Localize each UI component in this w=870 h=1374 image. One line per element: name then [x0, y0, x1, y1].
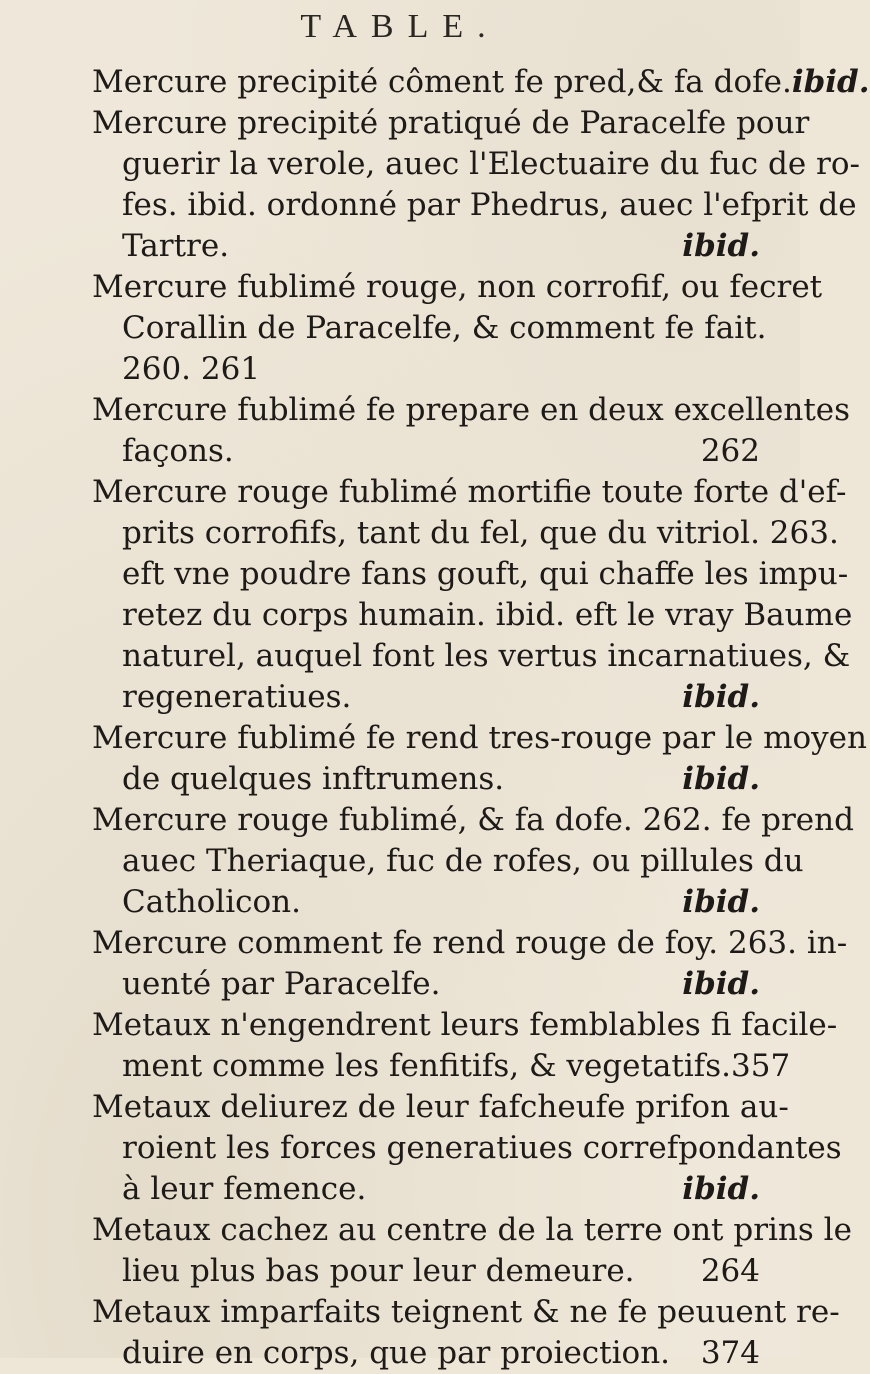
running-head: TABLE. [300, 8, 500, 45]
entry-line [92, 1292, 840, 1333]
index-entry [92, 390, 851, 472]
entry-text: Mercure fublimé rouge, non corrofif, ou fecret [92, 269, 823, 305]
entry-line [92, 759, 760, 800]
index-entry [92, 472, 853, 718]
page-number: 264 [700, 1253, 760, 1289]
entry-line [92, 636, 851, 677]
entry-text: de quelques inftrumens. [122, 761, 505, 797]
index-entry [92, 1210, 852, 1292]
entry-text: Mercure precipité pratiqué de Paracelfe pour [92, 105, 810, 141]
page-reference: ibid. [682, 679, 760, 715]
page-reference: ibid. [791, 64, 870, 100]
entry-text: ment comme les fenfitifs, & vegetatifs. [122, 1048, 732, 1084]
entry-line [92, 308, 767, 349]
entry-line [92, 1128, 842, 1169]
entry-text: fes. ibid. ordonné par Phedrus, auec l'efprit de [122, 187, 857, 223]
entry-line [92, 431, 760, 472]
entry-line [92, 841, 804, 882]
entry-text: Mercure rouge fublimé, & fa dofe. 262. fe prend [92, 802, 854, 838]
entry-text: prits corrofifs, tant du fel, que du vitriol. 263. [122, 515, 839, 551]
entry-line [92, 1333, 760, 1374]
page-number: 357 [731, 1048, 791, 1084]
entry-text: Mercure precipité côment fe pred,& fa dofe. [92, 64, 792, 100]
entry-line [92, 349, 760, 390]
page-reference: ibid. [682, 884, 760, 920]
entry-text: retez du corps humain. ibid. eft le vray Baume [122, 597, 853, 633]
index-entries [92, 62, 870, 1374]
entry-text: eft vne poudre fans gouft, qui chaffe les impu- [122, 556, 849, 592]
entry-text: Mercure fublimé fe prepare en deux excellentes [92, 392, 851, 428]
entry-line [92, 1005, 838, 1046]
entry-line [92, 185, 857, 226]
page-number: 262 [700, 433, 760, 469]
entry-text: roient les forces generatiues correfpondantes [122, 1130, 842, 1166]
index-entry [92, 1005, 838, 1087]
page-number: 374 [700, 1335, 760, 1371]
entry-text: uenté par Paracelfe. [122, 966, 441, 1002]
page-reference: ibid. [682, 228, 760, 264]
entry-line [92, 677, 760, 718]
entry-line [92, 554, 849, 595]
entry-text: regeneratiues. [122, 679, 352, 715]
index-entry [92, 62, 870, 103]
index-entry [92, 1292, 840, 1374]
entry-text: à leur femence. [122, 1171, 367, 1207]
entry-line [92, 1087, 789, 1128]
entry-text: guerir la verole, auec l'Electuaire du fuc de ro- [122, 146, 860, 182]
entry-line [92, 718, 867, 759]
entry-line [92, 62, 870, 103]
entry-text: auec Theriaque, fuc de rofes, ou pillules du [122, 843, 804, 879]
entry-text: Metaux imparfaits teignent & ne fe peuuent re- [92, 1294, 840, 1330]
entry-text: Catholicon. [122, 884, 301, 920]
entry-text: 260. 261 [122, 351, 261, 387]
entry-text: Mercure comment fe rend rouge de foy. 263. in- [92, 925, 848, 961]
entry-text: lieu plus bas pour leur demeure. [122, 1253, 635, 1289]
entry-text: Metaux n'engendrent leurs femblables fi facile- [92, 1007, 838, 1043]
entry-text: Tartre. [122, 228, 230, 264]
entry-text: Mercure rouge fublimé mortifie toute forte d'ef- [92, 474, 847, 510]
entry-text: duire en corps, que par proiection. [122, 1335, 671, 1371]
entry-line [92, 390, 851, 431]
entry-line [92, 595, 853, 636]
page-reference: ibid. [682, 966, 760, 1002]
entry-line [92, 1210, 852, 1251]
entry-text: Metaux cachez au centre de la terre ont prins le [92, 1212, 852, 1248]
entry-line [92, 103, 810, 144]
entry-text: Mercure fublimé fe rend tres-rouge par le moyen [92, 720, 867, 756]
entry-line [92, 226, 760, 267]
entry-line [92, 1169, 760, 1210]
index-entry [92, 267, 823, 390]
index-entry [92, 923, 848, 1005]
entry-line [92, 472, 847, 513]
entry-line [92, 923, 848, 964]
index-entry [92, 103, 860, 267]
entry-text: naturel, auquel font les vertus incarnatiues, & [122, 638, 851, 674]
index-entry [92, 718, 867, 800]
entry-text: façons. [122, 433, 234, 469]
entry-line [92, 800, 854, 841]
page-reference: ibid. [682, 761, 760, 797]
entry-text: Corallin de Paracelfe, & comment fe fait. [122, 310, 767, 346]
entry-line [92, 513, 839, 554]
entry-line [92, 1046, 791, 1087]
index-entry [92, 1087, 842, 1210]
page-reference: ibid. [682, 1171, 760, 1207]
entry-line [92, 144, 860, 185]
entry-line [92, 882, 760, 923]
index-entry [92, 800, 854, 923]
entry-line [92, 1251, 760, 1292]
entry-line [92, 964, 760, 1005]
entry-text: Metaux deliurez de leur fafcheufe prifon au- [92, 1089, 789, 1125]
entry-line [92, 267, 823, 308]
